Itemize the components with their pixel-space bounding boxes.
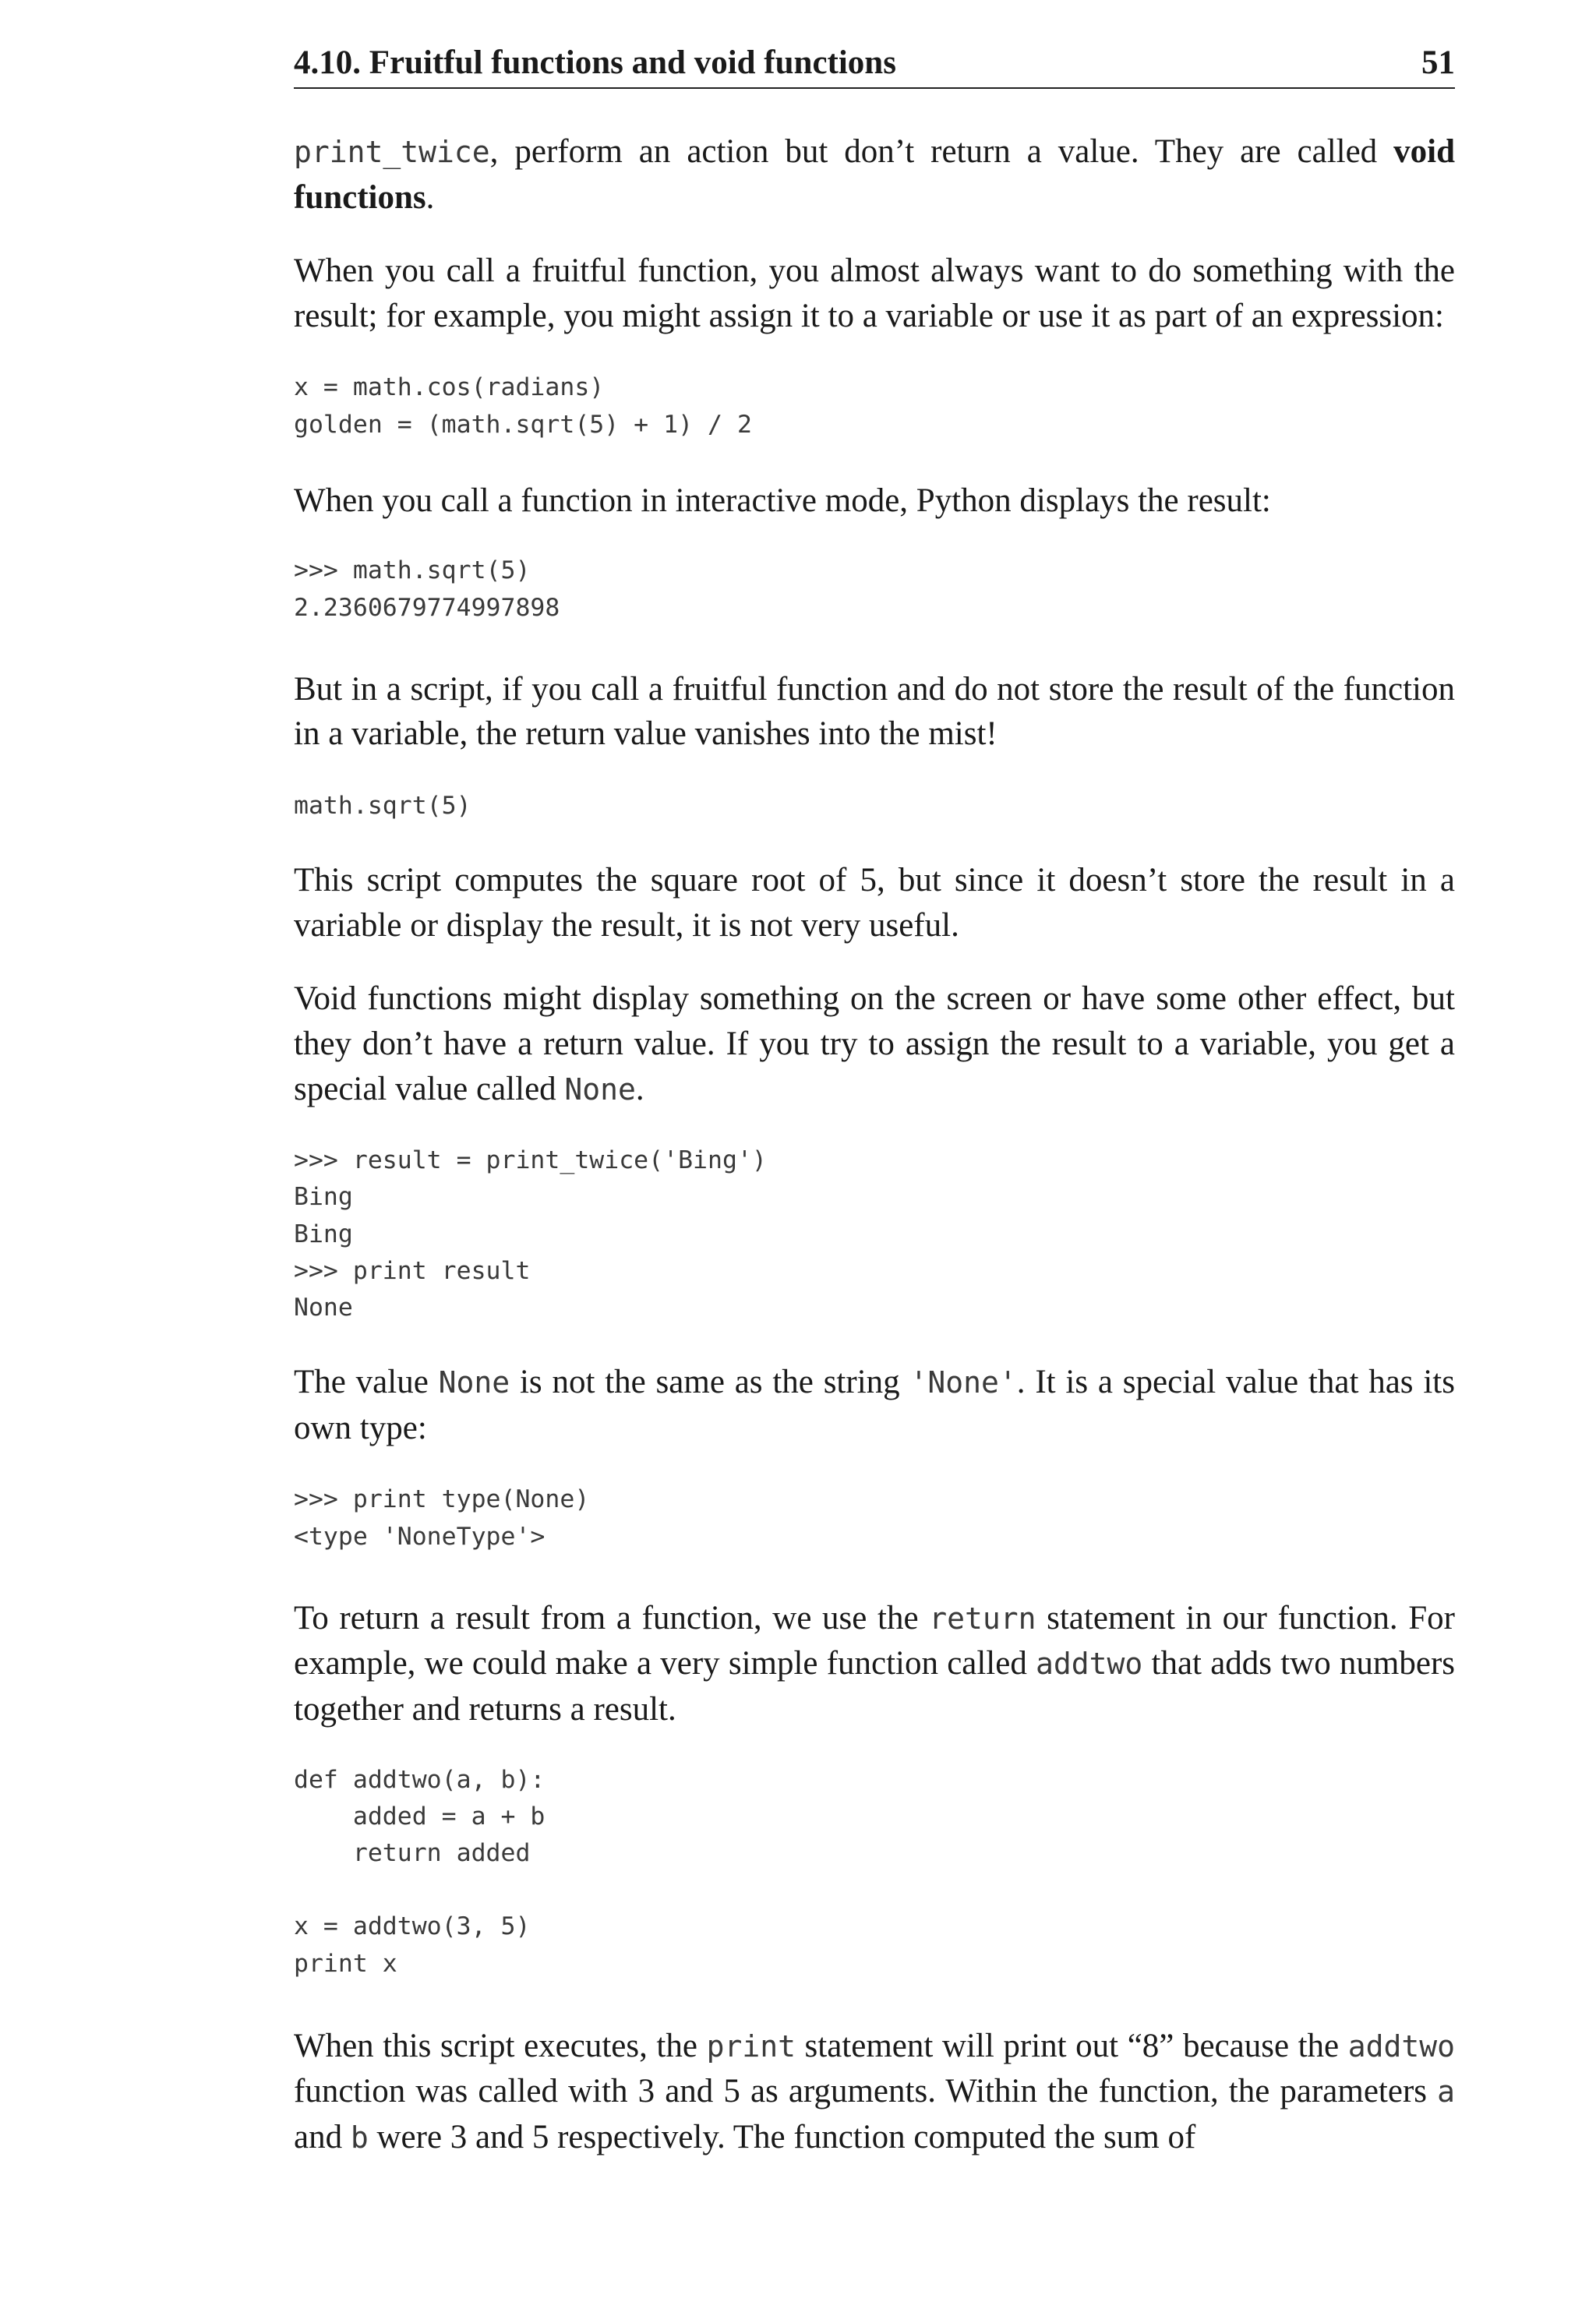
paragraph-text: and <box>294 2118 351 2155</box>
inline-code: print_twice <box>294 135 490 169</box>
paragraph-text: When this script executes, the <box>294 2027 707 2064</box>
inline-code: 'None' <box>909 1365 1017 1400</box>
code-block: x = math.cos(radians) golden = (math.sqrt(5) + 1) / 2 <box>294 373 752 439</box>
paragraph-text: statement will print out “8” because the <box>795 2027 1348 2064</box>
inline-code: addtwo <box>1036 1647 1143 1682</box>
paragraph-text: is not the same as the string <box>510 1364 910 1401</box>
inline-code: None <box>438 1365 510 1400</box>
paragraph-text: that adds two numbers together and returns a result. <box>294 1645 1455 1728</box>
paragraph: But in a script, if you call a fruitful function and do not store the result of the function in a variable, the return value vanishes into the mist! <box>294 670 1455 753</box>
code-block: def addtwo(a, b): added = a + b return added x = addtwo(3, 5) print x <box>294 1765 546 1978</box>
inline-code: return <box>929 1601 1036 1636</box>
paragraph <box>294 976 1455 1112</box>
inline-code: a <box>1437 2074 1455 2110</box>
code-block: >>> result = print_twice('Bing') Bing Bing >>> print result None <box>294 1146 767 1322</box>
paragraph-text: statement in our function. For example, we could make a very simple function called <box>294 1599 1456 1682</box>
code-block: >>> math.sqrt(5) 2.2360679774997898 <box>294 556 560 622</box>
page-body <box>294 129 1455 2161</box>
paragraph-text: . <box>635 1070 644 1107</box>
paragraph-text: , perform an action but don’t return a value. They are called <box>489 133 1394 170</box>
inline-code: b <box>350 2120 369 2155</box>
page-header <box>294 42 1455 89</box>
paragraph-text: function was called with 3 and 5 as arguments. Within the function, the parameters <box>294 2073 1438 2110</box>
inline-code: addtwo <box>1347 2028 1456 2064</box>
paragraph: When you call a fruitful function, you almost always want to do something with the result; for example, you might assign it to a variable or use it as part of an expression: <box>294 252 1455 334</box>
code-block: >>> print type(None) <type 'NoneType'> <box>294 1485 590 1551</box>
inline-code: print <box>706 2028 796 2064</box>
paragraph-text: were 3 and 5 respectively. The function computed the sum of <box>368 2118 1196 2155</box>
paragraph-text: . It is a special value that has its own type: <box>294 1364 1455 1446</box>
inline-code: None <box>564 1072 636 1107</box>
page-number: 51 <box>1421 44 1455 81</box>
paragraph <box>294 129 1455 220</box>
paragraph <box>294 1596 1455 1732</box>
paragraph: When you call a function in interactive mode, Python displays the result: <box>294 482 1271 519</box>
paragraph <box>294 1360 1455 1450</box>
paragraph-text: To return a result from a function, we use the <box>294 1599 930 1636</box>
bold-term: void functions <box>294 133 1455 216</box>
paragraph: This script computes the square root of 5, but since it doesn’t store the result in a variable or display the result, it is not very useful. <box>294 862 1455 944</box>
paragraph-text: Void functions might display something on the screen or have some other effect, but they don’t have a return value. If you try to assign the result to a variable, you get a special value called <box>294 980 1455 1107</box>
running-title: 4.10. Fruitful functions and void functions <box>294 44 896 81</box>
paragraph-text: . <box>425 178 435 216</box>
code-block: math.sqrt(5) <box>294 791 471 820</box>
paragraph <box>294 2024 1455 2161</box>
paragraph-text: The value <box>294 1364 439 1401</box>
